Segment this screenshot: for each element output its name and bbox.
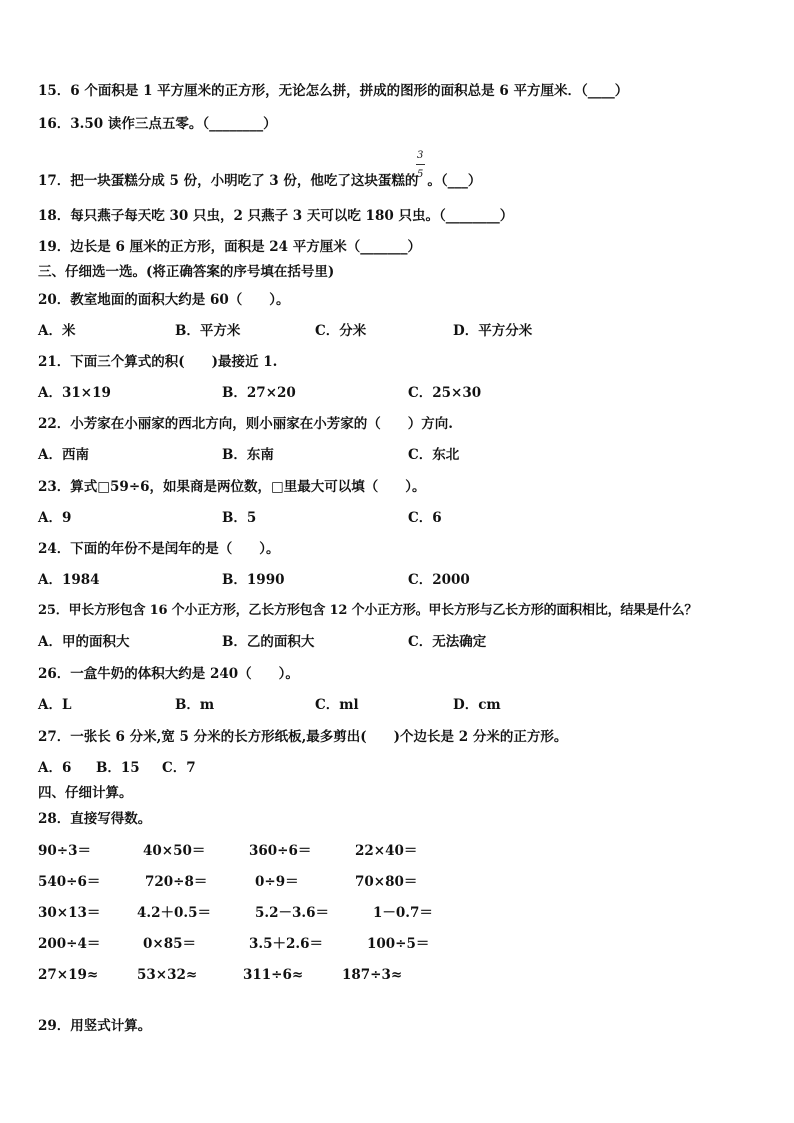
q20-option-a[interactable]: A．米 — [38, 323, 76, 339]
fraction-denominator: 5 — [417, 169, 424, 180]
calc-item: 360÷6＝ — [249, 843, 312, 859]
calc-item: 187÷3≈ — [342, 967, 403, 983]
question-29-stem: 29．用竖式计算。 — [38, 1018, 152, 1034]
calc-item: 3.5＋2.6＝ — [249, 936, 323, 952]
q23-option-b[interactable]: B．5 — [222, 510, 257, 526]
q20-option-b[interactable]: B．平方米 — [175, 323, 241, 339]
q27-option-b[interactable]: B．15 — [96, 760, 140, 776]
q24-option-b[interactable]: B．1990 — [222, 572, 285, 588]
question-24-stem: 24．下面的年份不是闰年的是（ ）。 — [38, 541, 280, 557]
calc-item: 53×32≈ — [137, 967, 198, 983]
question-17 — [38, 173, 481, 189]
q24-option-c[interactable]: C．2000 — [408, 572, 470, 588]
question-27-stem: 27．一张长 6 分米,宽 5 分米的长方形纸板,最多剪出( )个边长是 2 分米的正方形。 — [38, 729, 568, 745]
calc-item: 5.2－3.6＝ — [255, 905, 329, 921]
calc-item: 70×80＝ — [355, 874, 418, 890]
calc-item: 90÷3＝ — [38, 843, 91, 859]
fraction-bar — [416, 164, 425, 165]
calc-item: 30×13＝ — [38, 905, 101, 921]
q26-option-d[interactable]: D．cm — [453, 697, 501, 713]
section-3-heading: 三、仔细选一选。(将正确答案的序号填在括号里) — [38, 264, 335, 280]
question-21-stem: 21．下面三个算式的积( )最接近 1. — [38, 354, 278, 370]
calc-item: 720÷8＝ — [145, 874, 208, 890]
q25-option-b[interactable]: B．乙的面积大 — [222, 634, 315, 650]
question-17-text-after: 。（___） — [427, 173, 482, 189]
q25-option-c[interactable]: C．无法确定 — [408, 634, 487, 650]
q24-option-a[interactable]: A．1984 — [38, 572, 100, 588]
question-22-stem: 22．小芳家在小丽家的西北方向，则小丽家在小芳家的（ ）方向. — [38, 416, 453, 432]
question-28-stem: 28．直接写得数。 — [38, 811, 152, 827]
calc-item: 100÷5＝ — [367, 936, 430, 952]
calc-item: 200÷4＝ — [38, 936, 101, 952]
q21-option-a[interactable]: A．31×19 — [38, 385, 111, 401]
calc-item: 0÷9＝ — [255, 874, 299, 890]
calc-item: 22×40＝ — [355, 843, 418, 859]
q25-option-a[interactable]: A．甲的面积大 — [38, 634, 130, 650]
q26-option-c[interactable]: C．ml — [315, 697, 359, 713]
question-17-text-before: 17．把一块蛋糕分成 5 份，小明吃了 3 份，他吃了这块蛋糕的 — [38, 173, 419, 189]
calc-item: 0×85＝ — [143, 936, 196, 952]
calc-item: 4.2＋0.5＝ — [137, 905, 211, 921]
question-15: 15．6 个面积是 1 平方厘米的正方形，无论怎么拼，拼成的图形的面积总是 6 平方厘米．（____） — [38, 83, 629, 99]
q27-option-a[interactable]: A．6 — [38, 760, 72, 776]
calc-item: 40×50＝ — [143, 843, 206, 859]
q21-option-b[interactable]: B．27×20 — [222, 385, 296, 401]
question-25-stem: 25．甲长方形包含 16 个小正方形，乙长方形包含 12 个小正方形。甲长方形与乙长方形的面积相比，结果是什么？ — [38, 603, 698, 618]
q20-option-d[interactable]: D．平方分米 — [453, 323, 533, 339]
q26-option-b[interactable]: B．m — [175, 697, 215, 713]
q23-option-a[interactable]: A．9 — [38, 510, 72, 526]
q23-option-c[interactable]: C．6 — [408, 510, 442, 526]
question-20-stem: 20．教室地面的面积大约是 60（ ）。 — [38, 292, 290, 308]
question-18: 18．每只燕子每天吃 30 只虫，2 只燕子 3 天可以吃 180 只虫。（________） — [38, 208, 514, 224]
q26-option-a[interactable]: A．L — [38, 697, 72, 713]
calc-item: 311÷6≈ — [243, 967, 304, 983]
question-23-stem: 23．算式□59÷6，如果商是两位数，□里最大可以填（ ）。 — [38, 479, 426, 495]
fraction-numerator: 3 — [417, 150, 424, 161]
calc-item: 540÷6＝ — [38, 874, 101, 890]
question-26-stem: 26．一盒牛奶的体积大约是 240（ ）。 — [38, 666, 299, 682]
q22-option-a[interactable]: A．西南 — [38, 447, 89, 463]
q22-option-c[interactable]: C．东北 — [408, 447, 460, 463]
q20-option-c[interactable]: C．分米 — [315, 323, 367, 339]
question-16: 16．3.50 读作三点五零。（________） — [38, 116, 277, 132]
q22-option-b[interactable]: B．东南 — [222, 447, 274, 463]
q21-option-c[interactable]: C．25×30 — [408, 385, 482, 401]
calc-item: 27×19≈ — [38, 967, 99, 983]
question-19: 19．边长是 6 厘米的正方形，面积是 24 平方厘米（_______） — [38, 239, 422, 255]
section-4-heading: 四、仔细计算。 — [38, 785, 133, 801]
calc-item: 1－0.7＝ — [373, 905, 433, 921]
q27-option-c[interactable]: C．7 — [162, 760, 196, 776]
